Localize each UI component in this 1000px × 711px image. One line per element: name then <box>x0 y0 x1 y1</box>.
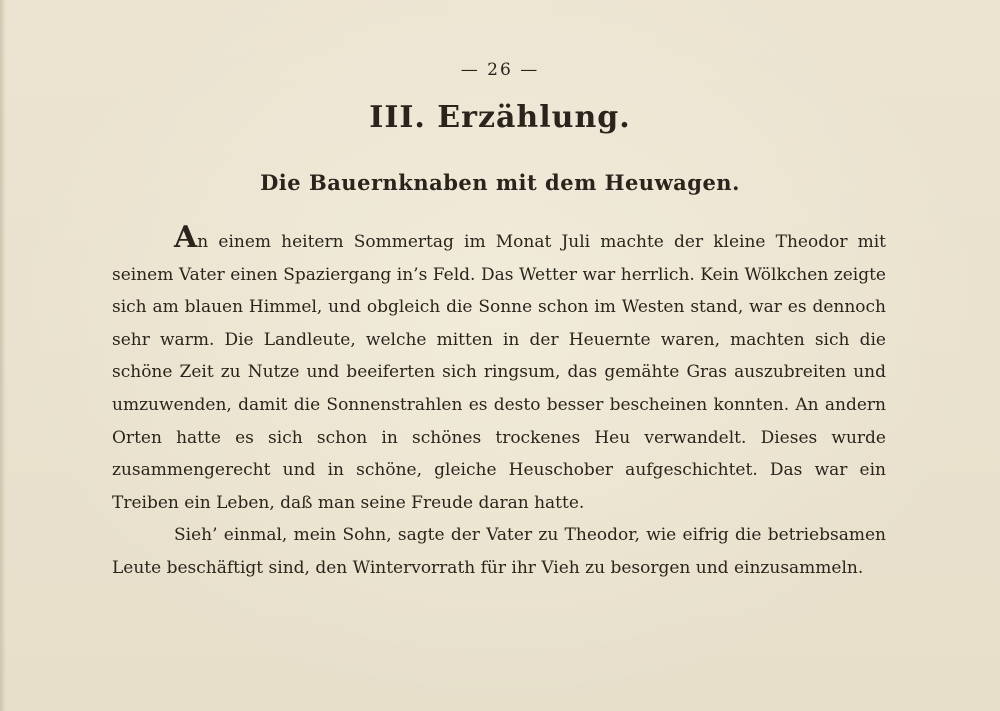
body-text <box>112 220 886 585</box>
chapter-title: III. Erzählung. <box>369 100 631 135</box>
initial-letter: A <box>174 220 198 255</box>
page-number: — 26 — <box>460 60 540 80</box>
paragraph-1 <box>112 220 886 519</box>
paragraph-2: Sieh’ einmal, mein Sohn, sagte der Vater zu Theodor, wie eifrig die betriebsamen Leute beschäftigt sind, den Wintervorrath für ihr Vieh zu besorgen und einzusammeln. <box>112 525 886 578</box>
paragraph-1-text: n einem heitern Sommertag im Monat Juli machte der kleine Theodor mit seinem Vater einen Spaziergang in’s Feld. Das Wetter war herrlich. Kein Wölkchen zeigte sich am blauen Himmel, und obgleich die Sonne schon im Westen stand, war es dennoch sehr warm. Die Landleute, welche mitten in der Heuernte waren, machten sich die schöne Zeit zu Nutze und beeiferten sich ringsum, das gemähte Gras auszubreiten und umzuwenden, damit die Sonnenstrahlen es desto besser bescheinen konnten. An andern Orten hatte es sich schon in schönes trockenes Heu verwandelt. Dieses wurde zusammengerecht und in schöne, gleiche Heuschober aufgeschichtet. Das war ein Treiben ein Leben, daß man seine Freude daran hatte. <box>112 232 886 513</box>
story-title: Die Bauernknaben mit dem Heuwagen. <box>260 170 740 195</box>
